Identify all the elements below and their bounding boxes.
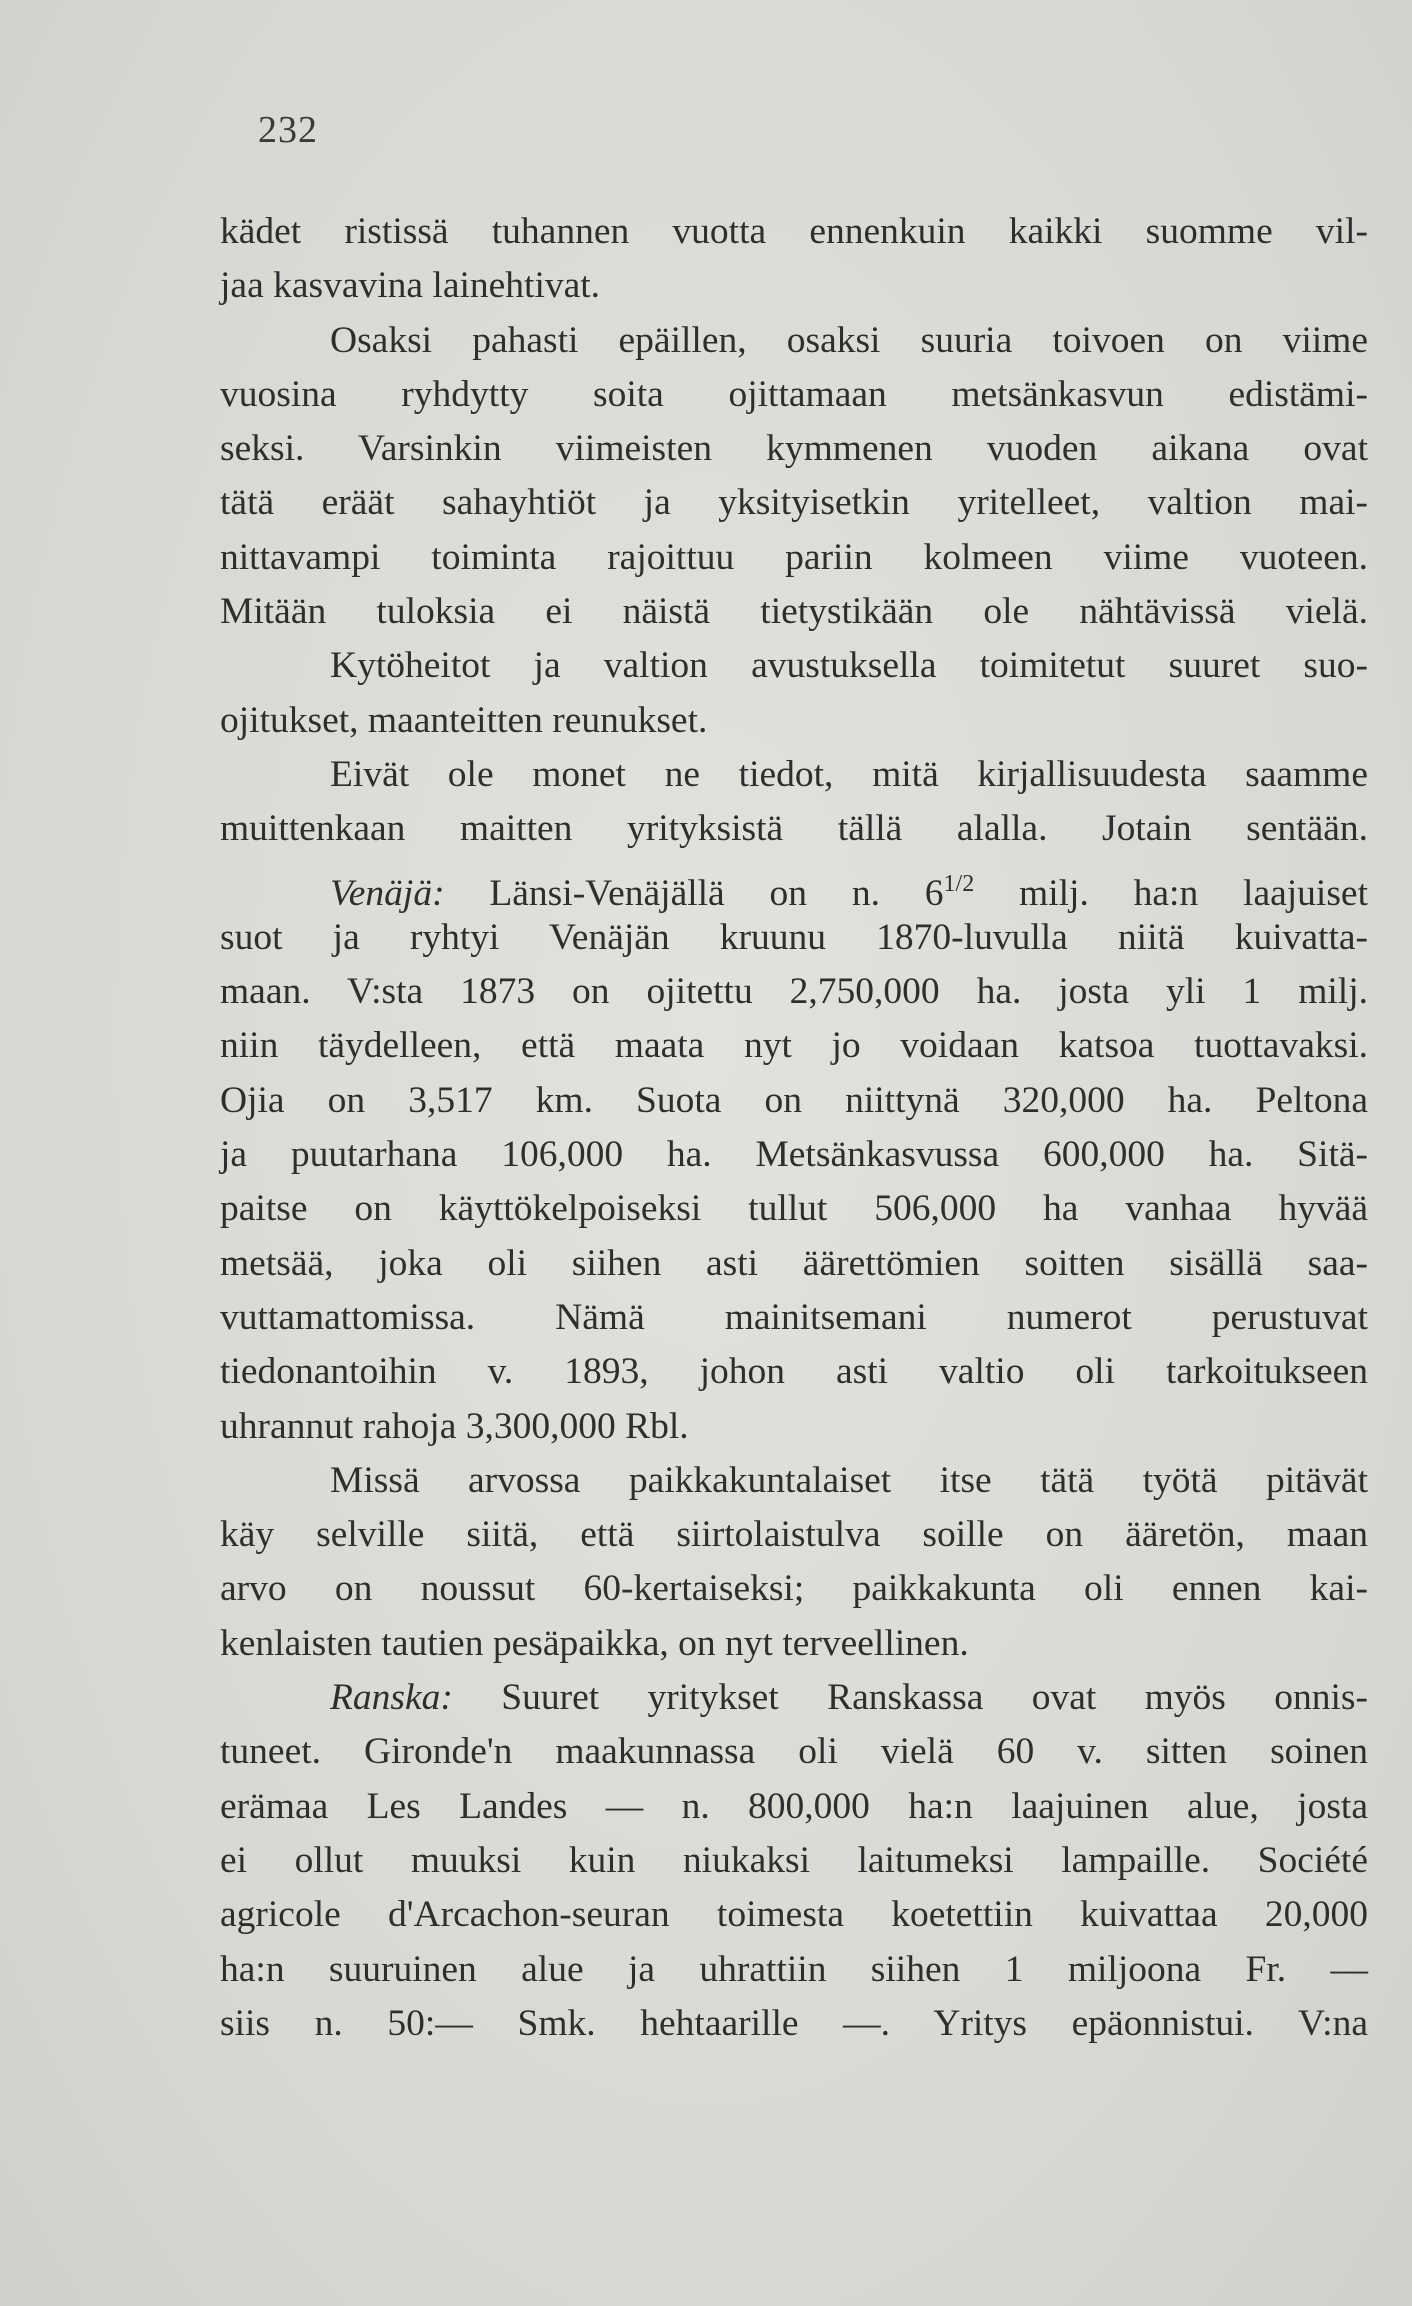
text-line: arvo on noussut 60-kertaiseksi; paikkakunta oli ennen kai- [220,1568,1368,1610]
text-line: kenlaisten tautien pesäpaikka, on nyt terveellinen. [220,1622,969,1664]
text-line: erämaa Les Landes — n. 800,000 ha:n laajuinen alue, josta [220,1785,1368,1827]
text-line: Ojia on 3,517 km. Suota on niittynä 320,000 ha. Peltona [220,1079,1368,1121]
text-line: niin täydelleen, että maata nyt jo voidaan katsoa tuottavaksi. [220,1025,1368,1067]
text-line: nittavampi toiminta rajoittuu pariin kolmeen viime vuoteen. [220,536,1368,578]
body-text [220,205,1368,2051]
text-line: ha:n suuruinen alue ja uhrattiin siihen 1 miljoona Fr. — [220,1948,1368,1990]
text-line: tiedonantoihin v. 1893, johon asti valtio oli tarkoitukseen [220,1351,1368,1393]
text-line: käy selville siitä, että siirtolaistulva soille on ääretön, maan [220,1514,1368,1556]
fraction: 1/2 [943,870,975,897]
place-heading: Ranska: [330,1677,453,1719]
text-line: tätä eräät sahayhtiöt ja yksityisetkin yritelleet, valtion mai- [220,482,1368,524]
text-line: metsää, joka oli siihen asti äärettömien soitten sisällä saa- [220,1242,1368,1284]
text-line: paitse on käyttökelpoiseksi tullut 506,000 ha vanhaa hyvää [220,1188,1368,1230]
text-line: seksi. Varsinkin viimeisten kymmenen vuoden aikana ovat [220,428,1368,470]
text-line: Missä arvossa paikkakuntalaiset itse tätä työtä pitävät [330,1459,1368,1501]
text-line: ojitukset, maanteitten reunukset. [220,699,708,741]
text-line: Eivät ole monet ne tiedot, mitä kirjallisuudesta saamme [330,753,1368,795]
text-line: uhrannut rahoja 3,300,000 Rbl. [220,1405,689,1447]
text-line: ei ollut muuksi kuin niukaksi laitumeksi lampaille. Société [220,1839,1368,1881]
text-line: siis n. 50:— Smk. hehtaarille —. Yritys epäonnistui. V:na [220,2002,1368,2044]
page-number: 232 [258,109,318,151]
text-line [220,857,1368,914]
text-line: Mitään tuloksia ei näistä tietystikään ole nähtävissä vielä. [220,591,1368,633]
text-line [220,1671,1368,1725]
text-line: ja puutarhana 106,000 ha. Metsänkasvussa 600,000 ha. Sitä- [220,1134,1368,1176]
text-line: tuneet. Gironde'n maakunnassa oli vielä 60 v. sitten soinen [220,1731,1368,1773]
text-line: vuttamattomissa. Nämä mainitsemani numerot perustuvat [220,1296,1368,1338]
text-line: maan. V:sta 1873 on ojitettu 2,750,000 ha. josta yli 1 milj. [220,971,1368,1013]
line-text: milj. ha:n laajuiset [974,872,1368,914]
place-heading: Venäjä: [330,872,445,914]
text-line: suot ja ryhtyi Venäjän kruunu 1870-luvulla niitä kuivatta- [220,916,1368,958]
text-line: kädet ristissä tuhannen vuotta ennenkuin kaikki suomme vil- [220,211,1368,252]
text-line: vuosina ryhdytty soita ojittamaan metsänkasvun edistämi- [220,373,1368,415]
text-line: Kytöheitot ja valtion avustuksella toimitetut suuret suo- [330,645,1368,687]
text-line: Osaksi pahasti epäillen, osaksi suuria toivoen on viime [330,319,1368,361]
text-line: jaa kasvavina lainehtivat. [220,265,601,307]
text-line: muittenkaan maitten yrityksistä tällä alalla. Jotain sentään. [220,808,1368,850]
line-text: Suuret yritykset Ranskassa ovat myös onnis- [452,1677,1368,1719]
text-line: agricole d'Arcachon-seuran toimesta koetettiin kuivattaa 20,000 [220,1894,1368,1936]
line-text: Länsi-Venäjällä on n. 6 [444,872,944,914]
